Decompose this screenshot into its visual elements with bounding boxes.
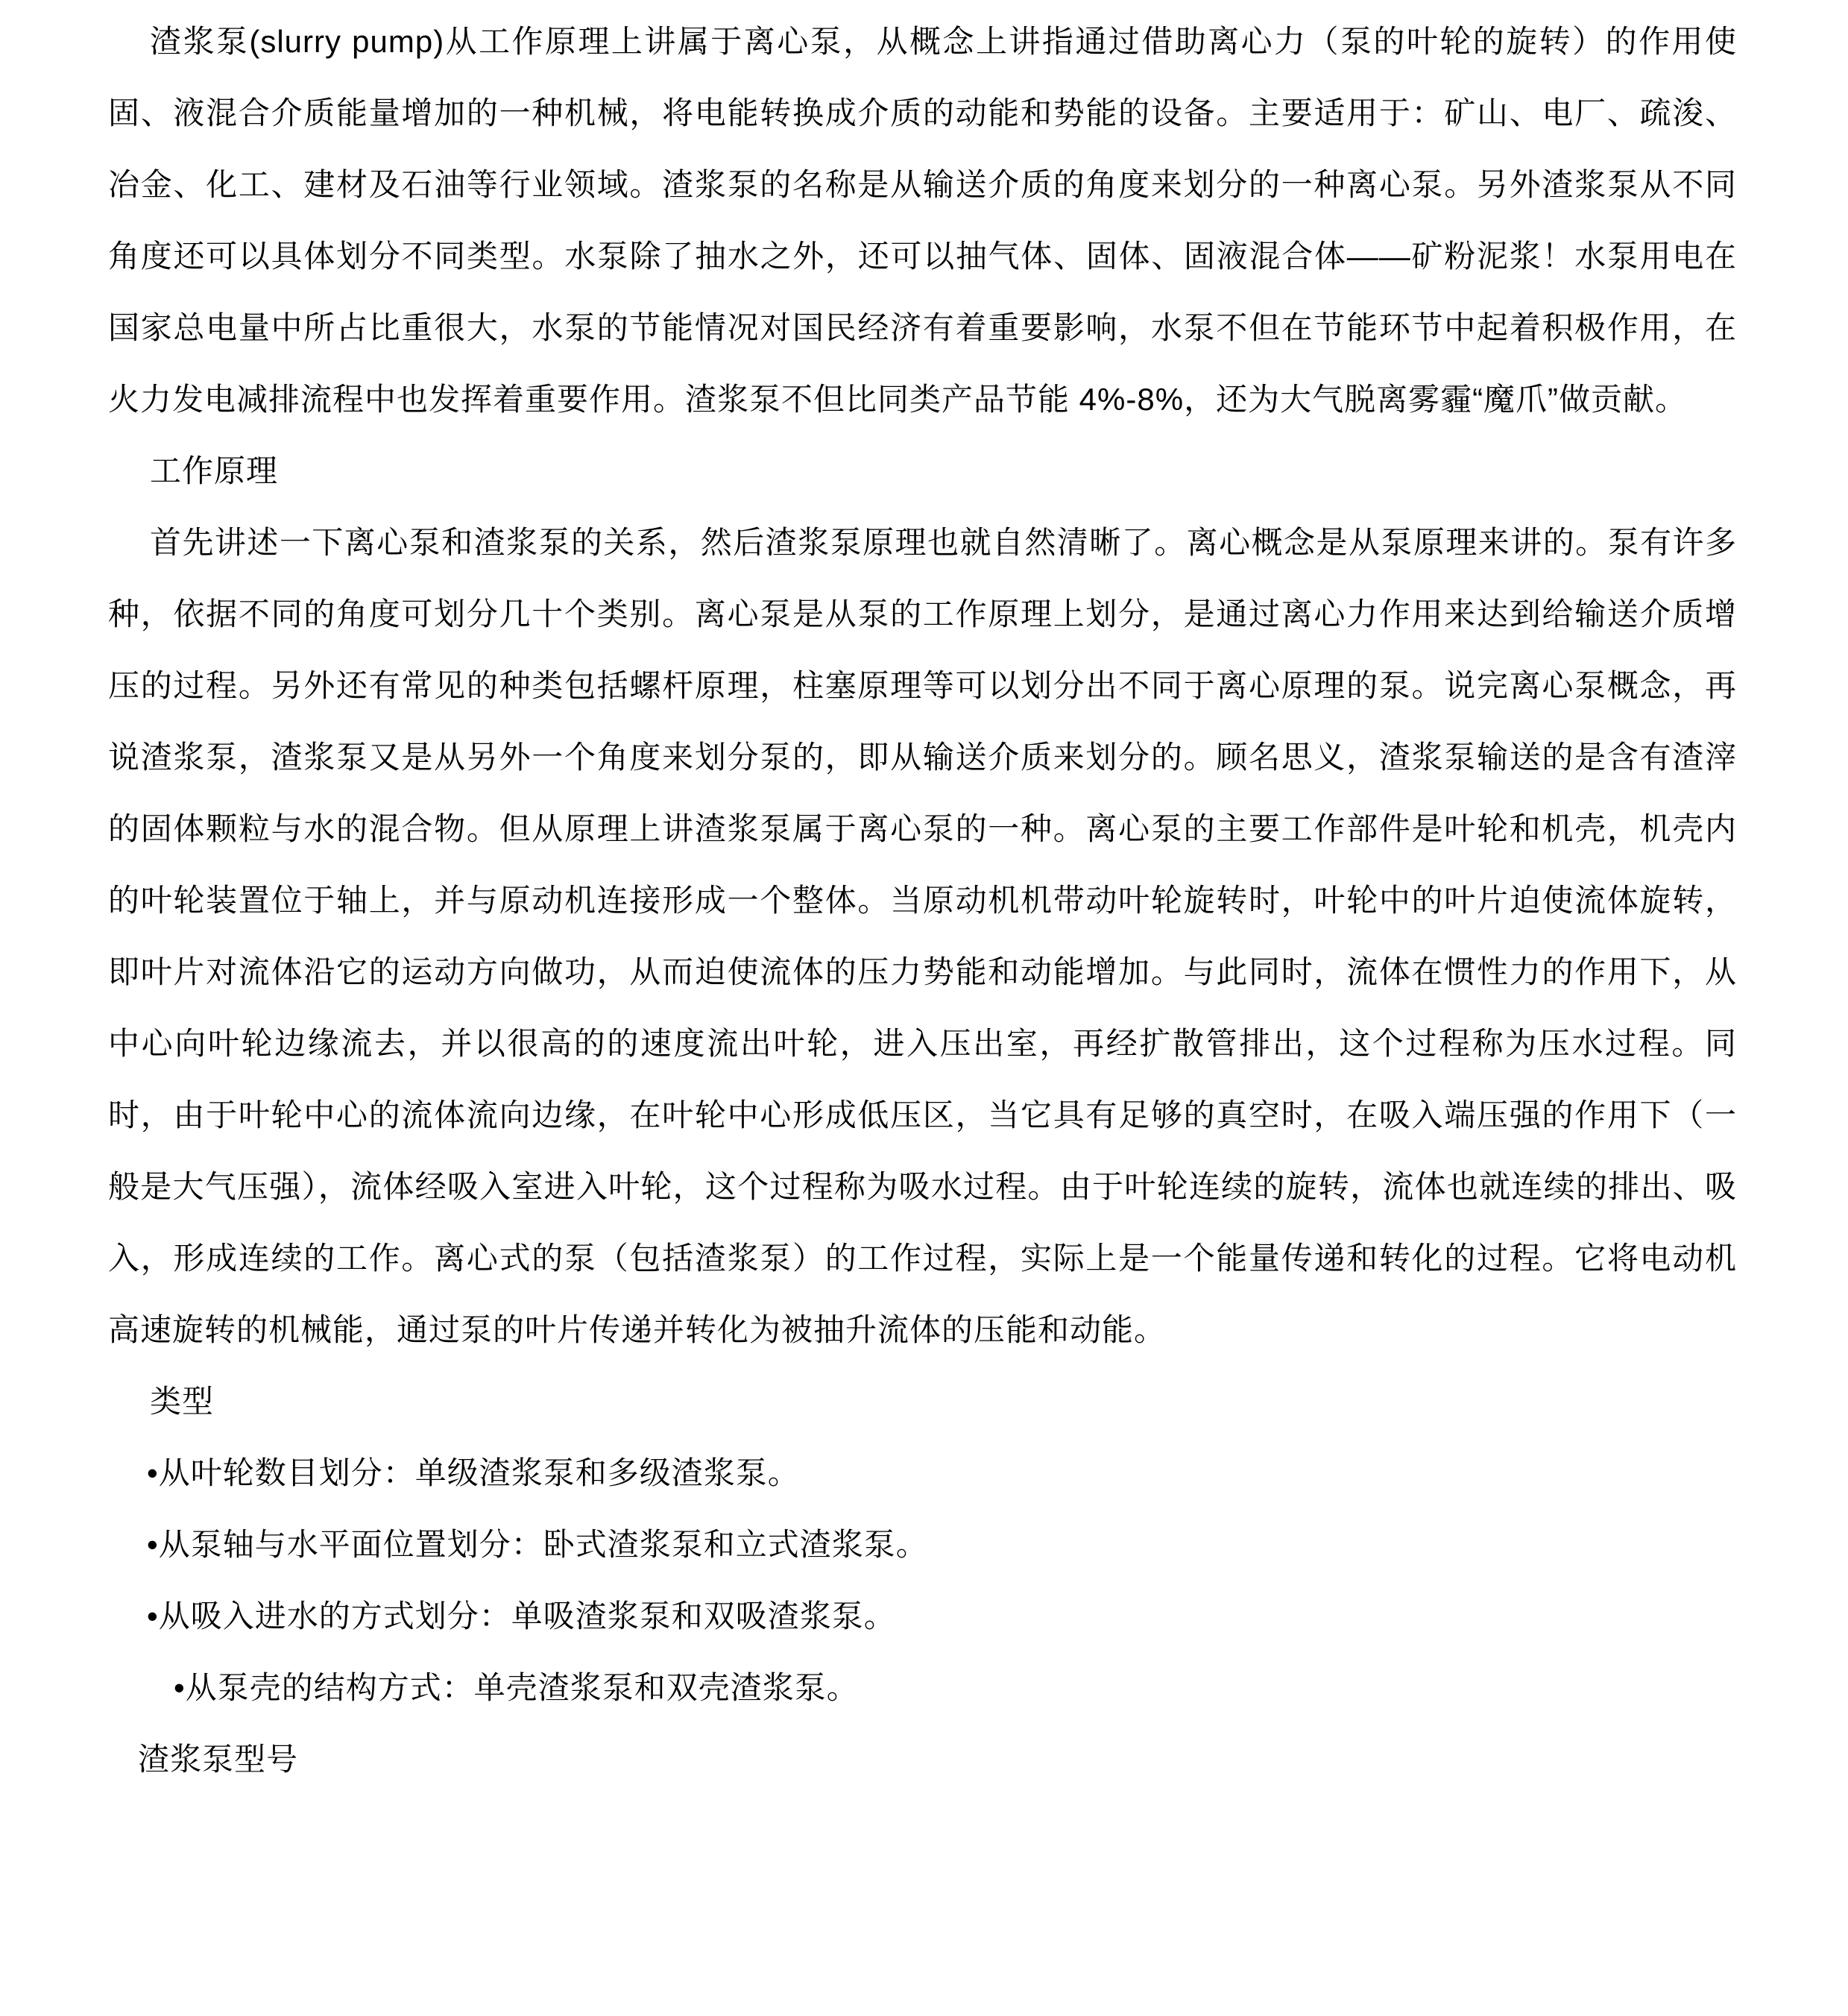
paragraph-overview: 渣浆泵(slurry pump)从工作原理上讲属于离心泵，从概念上讲指通过借助离心力（泵的叶轮的旋转）的作用使固、液混合介质能量增加的一种机械，将电能转换成介质的动能和势能的设备。主要适用于：矿山、电厂、疏浚、冶金、化工、建材及石油等行业领域。渣浆泵的名称是从输送介质的角度来划分的一种离心泵。另外渣浆泵从不同角度还可以具体划分不同类型。水泵除了抽水之外，还可以抽气体、固体、固液混合体——矿粉泥浆！水泵用电在国家总电量中所占比重很大，水泵的节能情况对国民经济有着重要影响，水泵不但在节能环节中起着积极作用，在火力发电减排流程中也发挥着重要作用。渣浆泵不但比同类产品节能 4%-8%，还为大气脱离雾霾“魔爪”做贡献。: [108, 24, 1737, 417]
bullet-item-impeller-count: •从叶轮数目划分：单级渣浆泵和多级渣浆泵。: [147, 1455, 800, 1490]
bullet-item-casing-structure: •从泵壳的结构方式：单壳渣浆泵和双壳渣浆泵。: [174, 1670, 859, 1705]
heading-pump-model: 渣浆泵型号: [138, 1742, 299, 1777]
heading-working-principle: 工作原理: [150, 453, 279, 488]
paragraph-working-principle: 首先讲述一下离心泵和渣浆泵的关系，然后渣浆泵原理也就自然清晰了。离心概念是从泵原理来讲的。泵有许多种，依据不同的角度可划分几十个类别。离心泵是从泵的工作原理上划分，是通过离心力作用来达到给输送介质增压的过程。另外还有常见的种类包括螺杆原理，柱塞原理等可以划分出不同于离心原理的泵。说完离心泵概念，再说渣浆泵，渣浆泵又是从另外一个角度来划分泵的，即从输送介质来划分的。顾名思义，渣浆泵输送的是含有渣滓的固体颗粒与水的混合物。但从原理上讲渣浆泵属于离心泵的一种。离心泵的主要工作部件是叶轮和机壳，机壳内的叶轮装置位于轴上，并与原动机连接形成一个整体。当原动机机带动叶轮旋转时，叶轮中的叶片迫使流体旋转，即叶片对流体沿它的运动方向做功，从而迫使流体的压力势能和动能增加。与此同时，流体在惯性力的作用下，从中心向叶轮边缘流去，并以很高的的速度流出叶轮，进入压出室，再经扩散管排出，这个过程称为压水过程。同时，由于叶轮中心的流体流向边缘，在叶轮中心形成低压区，当它具有足够的真空时，在吸入端压强的作用下（一般是大气压强），流体经吸入室进入叶轮，这个过程称为吸水过程。由于叶轮连续的旋转，流体也就连续的排出、吸入，形成连续的工作。离心式的泵（包括渣浆泵）的工作过程，实际上是一个能量传递和转化的过程。它将电动机高速旋转的机械能，通过泵的叶片传递并转化为被抽升流体的压能和动能。: [108, 525, 1737, 1347]
heading-types: 类型: [150, 1384, 215, 1419]
bullet-item-shaft-orientation: •从泵轴与水平面位置划分：卧式渣浆泵和立式渣浆泵。: [147, 1527, 928, 1562]
bullet-item-suction-mode: •从吸入进水的方式划分：单吸渣浆泵和双吸渣浆泵。: [147, 1598, 896, 1634]
